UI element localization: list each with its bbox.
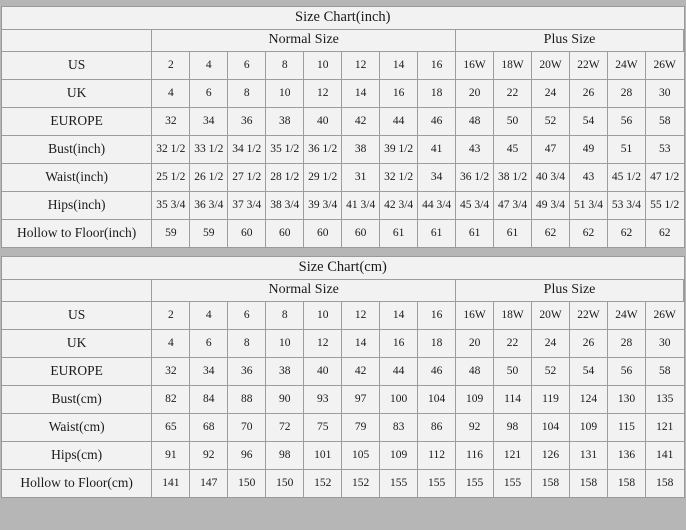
- table-row: [2, 219, 684, 247]
- cell-value: 10: [304, 51, 342, 79]
- cell-value: 68: [190, 413, 228, 441]
- cell-value: 61: [418, 219, 456, 247]
- cell-value: 56: [607, 357, 645, 385]
- cell-value: 86: [418, 413, 456, 441]
- cell-value: 45 1/2: [607, 163, 645, 191]
- cell-value: 52: [532, 357, 570, 385]
- cell-value: 12: [304, 329, 342, 357]
- cell-value: 4: [190, 51, 228, 79]
- cell-value: 155: [380, 469, 418, 497]
- cell-value: 60: [304, 219, 342, 247]
- row-label: EUROPE: [2, 357, 152, 385]
- cell-value: 35 3/4: [152, 191, 190, 219]
- size-chart: [1, 6, 685, 248]
- cell-value: 47: [532, 135, 570, 163]
- cell-value: 34 1/2: [228, 135, 266, 163]
- chart-title-row: [2, 257, 684, 279]
- cell-value: 43: [456, 135, 494, 163]
- cell-value: 10: [266, 79, 304, 107]
- cell-value: 6: [228, 51, 266, 79]
- cell-value: 6: [190, 79, 228, 107]
- cell-value: 75: [304, 413, 342, 441]
- cell-value: 36 3/4: [190, 191, 228, 219]
- cell-value: 83: [380, 413, 418, 441]
- cell-value: 59: [152, 219, 190, 247]
- cell-value: 34: [418, 163, 456, 191]
- cell-value: 20: [456, 329, 494, 357]
- cell-value: 158: [570, 469, 608, 497]
- cell-value: 24W: [607, 301, 645, 329]
- cell-value: 44 3/4: [418, 191, 456, 219]
- cell-value: 47 1/2: [645, 163, 683, 191]
- cell-value: 109: [570, 413, 608, 441]
- table-row: [2, 413, 684, 441]
- cell-value: 35 1/2: [266, 135, 304, 163]
- cell-value: 32: [152, 107, 190, 135]
- cell-value: 155: [456, 469, 494, 497]
- cell-value: 33 1/2: [190, 135, 228, 163]
- cell-value: 8: [266, 51, 304, 79]
- cell-value: 51 3/4: [570, 191, 608, 219]
- table-row: [2, 51, 684, 79]
- row-label: US: [2, 51, 152, 79]
- cell-value: 26: [570, 329, 608, 357]
- cell-value: 20W: [532, 301, 570, 329]
- cell-value: 121: [494, 441, 532, 469]
- table-row: [2, 329, 684, 357]
- cell-value: 61: [380, 219, 418, 247]
- cell-value: 16: [380, 329, 418, 357]
- table-row: [2, 469, 684, 497]
- cell-value: 62: [607, 219, 645, 247]
- cell-value: 42 3/4: [380, 191, 418, 219]
- cell-value: 126: [532, 441, 570, 469]
- row-label: Hollow to Floor(cm): [2, 469, 152, 497]
- cell-value: 40 3/4: [532, 163, 570, 191]
- cell-value: 32: [152, 357, 190, 385]
- cell-value: 6: [190, 329, 228, 357]
- row-label: Hollow to Floor(inch): [2, 219, 152, 247]
- cell-value: 22W: [570, 51, 608, 79]
- cell-value: 12: [304, 79, 342, 107]
- cell-value: 152: [342, 469, 380, 497]
- cell-value: 56: [607, 107, 645, 135]
- cell-value: 31: [342, 163, 380, 191]
- cell-value: 60: [266, 219, 304, 247]
- cell-value: 18: [418, 329, 456, 357]
- cell-value: 45: [494, 135, 532, 163]
- cell-value: 16W: [456, 301, 494, 329]
- size-chart-table: [2, 7, 684, 247]
- table-row: [2, 79, 684, 107]
- cell-value: 65: [152, 413, 190, 441]
- cell-value: 12: [342, 51, 380, 79]
- row-label: Bust(cm): [2, 385, 152, 413]
- cell-value: 8: [228, 79, 266, 107]
- cell-value: 14: [380, 51, 418, 79]
- cell-value: 10: [266, 329, 304, 357]
- chart-title-row: [2, 7, 684, 29]
- cell-value: 8: [228, 329, 266, 357]
- group-header-plus: Plus Size: [456, 29, 684, 51]
- cell-value: 59: [190, 219, 228, 247]
- row-label: UK: [2, 329, 152, 357]
- cell-value: 91: [152, 441, 190, 469]
- cell-value: 38: [266, 357, 304, 385]
- cell-value: 92: [456, 413, 494, 441]
- cell-value: 4: [152, 79, 190, 107]
- cell-value: 158: [607, 469, 645, 497]
- cell-value: 60: [228, 219, 266, 247]
- cell-value: 53 3/4: [607, 191, 645, 219]
- cell-value: 155: [494, 469, 532, 497]
- cell-value: 115: [607, 413, 645, 441]
- cell-value: 84: [190, 385, 228, 413]
- cell-value: 43: [570, 163, 608, 191]
- cell-value: 93: [304, 385, 342, 413]
- cell-value: 39 1/2: [380, 135, 418, 163]
- group-header-blank: [2, 29, 152, 51]
- cell-value: 119: [532, 385, 570, 413]
- cell-value: 41: [418, 135, 456, 163]
- cell-value: 29 1/2: [304, 163, 342, 191]
- table-row: [2, 107, 684, 135]
- group-header-plus: Plus Size: [456, 279, 684, 301]
- cell-value: 28 1/2: [266, 163, 304, 191]
- cell-value: 24: [532, 329, 570, 357]
- cell-value: 26 1/2: [190, 163, 228, 191]
- cell-value: 155: [418, 469, 456, 497]
- cell-value: 158: [645, 469, 683, 497]
- cell-value: 34: [190, 107, 228, 135]
- cell-value: 60: [342, 219, 380, 247]
- cell-value: 28: [607, 79, 645, 107]
- cell-value: 4: [152, 329, 190, 357]
- cell-value: 18: [418, 79, 456, 107]
- cell-value: 82: [152, 385, 190, 413]
- cell-value: 101: [304, 441, 342, 469]
- table-row: [2, 135, 684, 163]
- cell-value: 49: [570, 135, 608, 163]
- cell-value: 34: [190, 357, 228, 385]
- cell-value: 96: [228, 441, 266, 469]
- cell-value: 152: [304, 469, 342, 497]
- cell-value: 79: [342, 413, 380, 441]
- cell-value: 38: [266, 107, 304, 135]
- cell-value: 2: [152, 51, 190, 79]
- cell-value: 88: [228, 385, 266, 413]
- cell-value: 38: [342, 135, 380, 163]
- cell-value: 40: [304, 107, 342, 135]
- cell-value: 50: [494, 357, 532, 385]
- cell-value: 135: [645, 385, 683, 413]
- cell-value: 58: [645, 357, 683, 385]
- cell-value: 39 3/4: [304, 191, 342, 219]
- cell-value: 62: [532, 219, 570, 247]
- cell-value: 32 1/2: [380, 163, 418, 191]
- charts-container: [0, 6, 686, 498]
- cell-value: 45 3/4: [456, 191, 494, 219]
- cell-value: 20W: [532, 51, 570, 79]
- cell-value: 2: [152, 301, 190, 329]
- cell-value: 55 1/2: [645, 191, 683, 219]
- table-row: [2, 357, 684, 385]
- cell-value: 36 1/2: [456, 163, 494, 191]
- cell-value: 105: [342, 441, 380, 469]
- row-label: Hips(inch): [2, 191, 152, 219]
- cell-value: 141: [645, 441, 683, 469]
- cell-value: 51: [607, 135, 645, 163]
- row-label: UK: [2, 79, 152, 107]
- cell-value: 42: [342, 107, 380, 135]
- group-header-blank: [2, 279, 152, 301]
- cell-value: 42: [342, 357, 380, 385]
- cell-value: 131: [570, 441, 608, 469]
- table-row: [2, 191, 684, 219]
- cell-value: 24W: [607, 51, 645, 79]
- cell-value: 112: [418, 441, 456, 469]
- cell-value: 62: [570, 219, 608, 247]
- cell-value: 141: [152, 469, 190, 497]
- cell-value: 104: [532, 413, 570, 441]
- group-header-normal: Normal Size: [152, 279, 456, 301]
- cell-value: 124: [570, 385, 608, 413]
- cell-value: 30: [645, 329, 683, 357]
- cell-value: 46: [418, 357, 456, 385]
- row-label: Hips(cm): [2, 441, 152, 469]
- group-header-row: [2, 29, 684, 51]
- cell-value: 98: [266, 441, 304, 469]
- cell-value: 41 3/4: [342, 191, 380, 219]
- cell-value: 28: [607, 329, 645, 357]
- cell-value: 10: [304, 301, 342, 329]
- row-label: Waist(cm): [2, 413, 152, 441]
- cell-value: 46: [418, 107, 456, 135]
- row-label: Waist(inch): [2, 163, 152, 191]
- cell-value: 49 3/4: [532, 191, 570, 219]
- cell-value: 44: [380, 357, 418, 385]
- row-label: US: [2, 301, 152, 329]
- size-chart: [1, 256, 685, 498]
- cell-value: 98: [494, 413, 532, 441]
- chart-title: Size Chart(cm): [2, 257, 684, 279]
- cell-value: 150: [228, 469, 266, 497]
- size-chart-table: [2, 257, 684, 497]
- cell-value: 22: [494, 329, 532, 357]
- cell-value: 50: [494, 107, 532, 135]
- chart-title: Size Chart(inch): [2, 7, 684, 29]
- cell-value: 6: [228, 301, 266, 329]
- cell-value: 18W: [494, 51, 532, 79]
- cell-value: 90: [266, 385, 304, 413]
- table-row: [2, 301, 684, 329]
- cell-value: 14: [380, 301, 418, 329]
- cell-value: 26W: [645, 301, 683, 329]
- row-label: EUROPE: [2, 107, 152, 135]
- cell-value: 58: [645, 107, 683, 135]
- cell-value: 147: [190, 469, 228, 497]
- cell-value: 16: [418, 301, 456, 329]
- row-label: Bust(inch): [2, 135, 152, 163]
- cell-value: 20: [456, 79, 494, 107]
- table-row: [2, 385, 684, 413]
- cell-value: 12: [342, 301, 380, 329]
- cell-value: 22W: [570, 301, 608, 329]
- cell-value: 61: [494, 219, 532, 247]
- cell-value: 26W: [645, 51, 683, 79]
- cell-value: 61: [456, 219, 494, 247]
- cell-value: 104: [418, 385, 456, 413]
- cell-value: 27 1/2: [228, 163, 266, 191]
- cell-value: 44: [380, 107, 418, 135]
- cell-value: 158: [532, 469, 570, 497]
- cell-value: 136: [607, 441, 645, 469]
- cell-value: 18W: [494, 301, 532, 329]
- group-header-normal: Normal Size: [152, 29, 456, 51]
- cell-value: 150: [266, 469, 304, 497]
- cell-value: 54: [570, 357, 608, 385]
- cell-value: 92: [190, 441, 228, 469]
- cell-value: 54: [570, 107, 608, 135]
- cell-value: 16W: [456, 51, 494, 79]
- cell-value: 97: [342, 385, 380, 413]
- cell-value: 16: [380, 79, 418, 107]
- cell-value: 40: [304, 357, 342, 385]
- cell-value: 70: [228, 413, 266, 441]
- cell-value: 38 1/2: [494, 163, 532, 191]
- cell-value: 22: [494, 79, 532, 107]
- cell-value: 114: [494, 385, 532, 413]
- cell-value: 72: [266, 413, 304, 441]
- cell-value: 53: [645, 135, 683, 163]
- cell-value: 47 3/4: [494, 191, 532, 219]
- cell-value: 36: [228, 357, 266, 385]
- cell-value: 109: [456, 385, 494, 413]
- cell-value: 25 1/2: [152, 163, 190, 191]
- cell-value: 37 3/4: [228, 191, 266, 219]
- group-header-row: [2, 279, 684, 301]
- cell-value: 14: [342, 329, 380, 357]
- cell-value: 109: [380, 441, 418, 469]
- cell-value: 36: [228, 107, 266, 135]
- cell-value: 121: [645, 413, 683, 441]
- cell-value: 26: [570, 79, 608, 107]
- cell-value: 16: [418, 51, 456, 79]
- cell-value: 36 1/2: [304, 135, 342, 163]
- table-row: [2, 441, 684, 469]
- cell-value: 14: [342, 79, 380, 107]
- cell-value: 52: [532, 107, 570, 135]
- cell-value: 8: [266, 301, 304, 329]
- cell-value: 100: [380, 385, 418, 413]
- cell-value: 4: [190, 301, 228, 329]
- cell-value: 32 1/2: [152, 135, 190, 163]
- cell-value: 48: [456, 357, 494, 385]
- cell-value: 116: [456, 441, 494, 469]
- table-row: [2, 163, 684, 191]
- cell-value: 48: [456, 107, 494, 135]
- cell-value: 30: [645, 79, 683, 107]
- cell-value: 62: [645, 219, 683, 247]
- cell-value: 24: [532, 79, 570, 107]
- cell-value: 130: [607, 385, 645, 413]
- cell-value: 38 3/4: [266, 191, 304, 219]
